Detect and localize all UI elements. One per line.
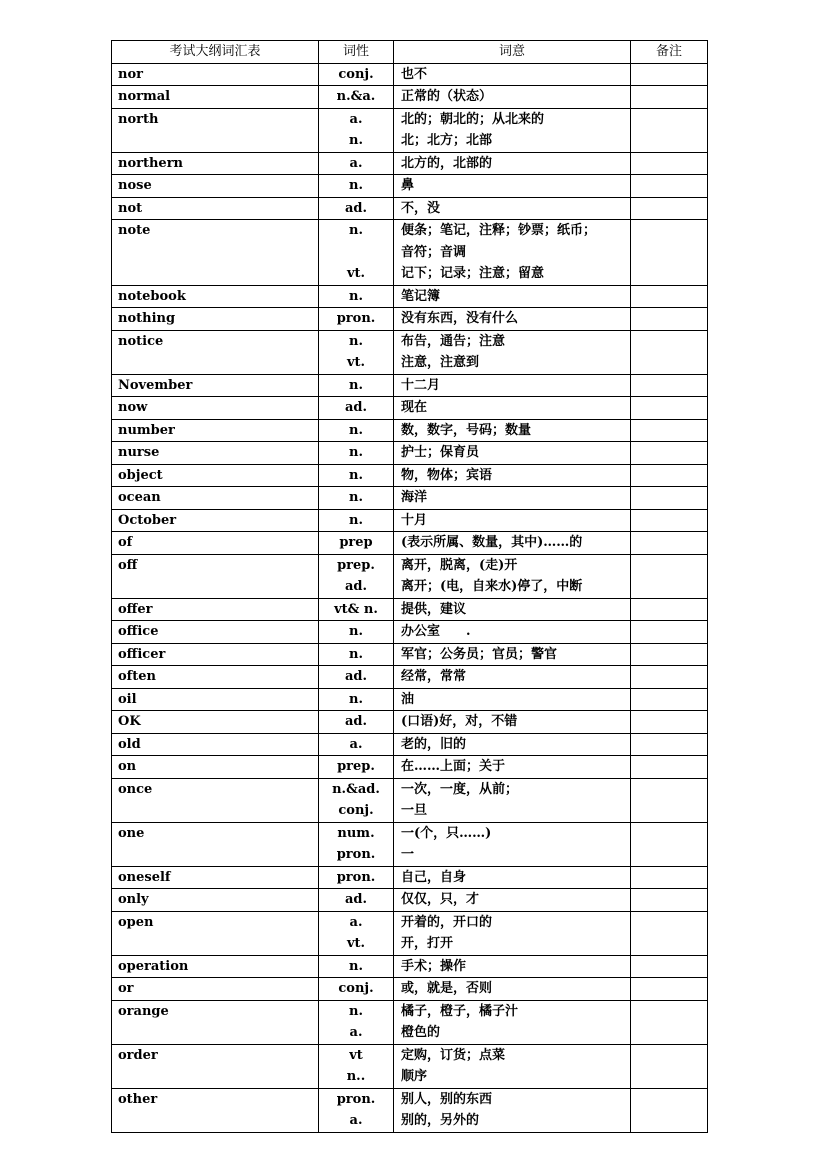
meaning-line: 海洋 — [401, 490, 428, 505]
table-row — [112, 152, 708, 175]
meaning-cell — [394, 285, 631, 308]
meaning-cell — [394, 889, 631, 912]
note-cell — [631, 86, 708, 109]
part-of-speech-cell — [319, 911, 394, 955]
meaning-line: 十月 — [401, 512, 428, 528]
word-cell: northern — [112, 152, 319, 175]
header-word: 考试大纲词汇表 — [112, 41, 319, 64]
meaning-cell — [394, 308, 631, 331]
part-of-speech-cell — [319, 442, 394, 465]
part-of-speech: n. — [349, 377, 363, 393]
word-cell: officer — [112, 643, 319, 666]
table-row — [112, 419, 708, 442]
part-of-speech-cell — [319, 108, 394, 152]
meaning-line: (口语)好，对，不错 — [401, 714, 518, 729]
note-cell — [631, 220, 708, 286]
note-cell — [631, 464, 708, 487]
meaning-line: 物，物体；宾语 — [401, 467, 493, 483]
part-of-speech: a. — [349, 111, 363, 127]
note-cell — [631, 330, 708, 374]
meaning-cell — [394, 197, 631, 220]
part-of-speech: n. — [349, 958, 363, 974]
table-row — [112, 666, 708, 689]
meaning-line: 北方的，北部的 — [401, 155, 493, 171]
part-of-speech: pron. — [336, 311, 376, 326]
part-of-speech: ad. — [344, 892, 368, 907]
part-of-speech: n. — [349, 133, 363, 148]
meaning-line: 经常，常常 — [401, 669, 467, 684]
part-of-speech: n.&ad. — [332, 781, 380, 797]
table-row — [112, 308, 708, 331]
word-cell: one — [112, 822, 319, 866]
part-of-speech — [319, 242, 393, 264]
meaning-line: 离开；(电，自来水)停了，中断 — [401, 579, 583, 594]
part-of-speech: n. — [349, 223, 363, 238]
table-row — [112, 487, 708, 510]
word-cell: notice — [112, 330, 319, 374]
table-row — [112, 621, 708, 644]
note-cell — [631, 778, 708, 822]
meaning-line: 笔记簿 — [401, 288, 441, 304]
meaning-cell — [394, 487, 631, 510]
part-of-speech-cell — [319, 756, 394, 779]
meaning-line: 音符；音调 — [401, 244, 467, 260]
meaning-cell — [394, 621, 631, 644]
meaning-cell — [394, 63, 631, 86]
meaning-cell — [394, 397, 631, 420]
note-cell — [631, 175, 708, 198]
word-cell: oil — [112, 688, 319, 711]
header-pos: 词性 — [319, 41, 394, 64]
meaning-line: 一旦 — [401, 803, 428, 818]
meaning-cell — [394, 955, 631, 978]
word-cell: old — [112, 733, 319, 756]
part-of-speech: ad. — [344, 714, 368, 729]
word-cell: orange — [112, 1000, 319, 1044]
part-of-speech-cell — [319, 464, 394, 487]
word-cell: oneself — [112, 866, 319, 889]
word-cell: order — [112, 1044, 319, 1088]
note-cell — [631, 643, 708, 666]
table-row — [112, 86, 708, 109]
part-of-speech-cell — [319, 688, 394, 711]
word-cell: or — [112, 978, 319, 1001]
table-row — [112, 643, 708, 666]
table-row — [112, 63, 708, 86]
note-cell — [631, 978, 708, 1001]
table-row — [112, 397, 708, 420]
part-of-speech: n. — [349, 333, 363, 349]
meaning-line: 记下；记录；注意；留意 — [401, 266, 545, 281]
note-cell — [631, 487, 708, 510]
part-of-speech-cell — [319, 666, 394, 689]
word-cell: not — [112, 197, 319, 220]
part-of-speech: conj. — [338, 66, 374, 82]
meaning-cell — [394, 1000, 631, 1044]
part-of-speech: vt. — [346, 936, 366, 951]
meaning-line: 没有东西，没有什么 — [401, 311, 519, 326]
meaning-line: 顺序 — [401, 1069, 428, 1084]
note-cell — [631, 419, 708, 442]
part-of-speech-cell — [319, 711, 394, 734]
word-cell: nurse — [112, 442, 319, 465]
table-row — [112, 756, 708, 779]
table-row — [112, 1000, 708, 1044]
meaning-line: 一次，一度，从前； — [401, 781, 519, 797]
part-of-speech: pron. — [336, 1091, 376, 1107]
part-of-speech: a. — [349, 736, 363, 752]
meaning-line: 一 — [401, 847, 415, 862]
note-cell — [631, 756, 708, 779]
note-cell — [631, 621, 708, 644]
part-of-speech: n. — [349, 646, 363, 662]
part-of-speech: prep — [339, 535, 373, 550]
header-note: 备注 — [631, 41, 708, 64]
note-cell — [631, 1044, 708, 1088]
meaning-line: 自己，自身 — [401, 869, 467, 885]
part-of-speech-cell — [319, 554, 394, 598]
meaning-line: 开着的，开口的 — [401, 914, 493, 930]
part-of-speech-cell — [319, 86, 394, 109]
word-cell: nor — [112, 63, 319, 86]
table-row — [112, 464, 708, 487]
table-row — [112, 554, 708, 598]
table-row — [112, 711, 708, 734]
meaning-line: 护士；保育员 — [401, 445, 480, 460]
meaning-line: 军官；公务员；官员；警官 — [401, 646, 558, 662]
part-of-speech: n. — [349, 422, 363, 438]
meaning-line: (表示所属、数量，其中)……的 — [401, 535, 583, 550]
word-cell: note — [112, 220, 319, 286]
part-of-speech: pron. — [336, 869, 376, 885]
meaning-line: 在……上面；关于 — [401, 759, 506, 774]
meaning-line: 提供，建议 — [401, 601, 467, 617]
word-cell: only — [112, 889, 319, 912]
part-of-speech-cell — [319, 733, 394, 756]
meaning-cell — [394, 374, 631, 397]
word-cell: once — [112, 778, 319, 822]
meaning-line: 老的，旧的 — [401, 736, 467, 752]
word-cell: object — [112, 464, 319, 487]
part-of-speech-cell — [319, 866, 394, 889]
word-cell: open — [112, 911, 319, 955]
part-of-speech: vt. — [346, 355, 366, 370]
part-of-speech-cell — [319, 509, 394, 532]
word-cell: operation — [112, 955, 319, 978]
word-cell: office — [112, 621, 319, 644]
meaning-line: 便条；笔记，注释；钞票；纸币； — [401, 223, 597, 238]
meaning-cell — [394, 442, 631, 465]
word-cell: often — [112, 666, 319, 689]
meaning-line: 十二月 — [401, 377, 441, 393]
word-cell: nose — [112, 175, 319, 198]
meaning-cell — [394, 220, 631, 286]
part-of-speech: ad. — [344, 200, 368, 216]
meaning-cell — [394, 822, 631, 866]
word-cell: ocean — [112, 487, 319, 510]
note-cell — [631, 374, 708, 397]
part-of-speech-cell — [319, 978, 394, 1001]
table-row — [112, 889, 708, 912]
table-row — [112, 197, 708, 220]
table-row — [112, 509, 708, 532]
note-cell — [631, 63, 708, 86]
part-of-speech-cell — [319, 778, 394, 822]
note-cell — [631, 285, 708, 308]
part-of-speech-cell — [319, 397, 394, 420]
note-cell — [631, 822, 708, 866]
meaning-cell — [394, 330, 631, 374]
meaning-line: 布告，通告；注意 — [401, 333, 506, 349]
part-of-speech: prep. — [337, 759, 375, 774]
part-of-speech-cell — [319, 220, 394, 286]
word-cell: now — [112, 397, 319, 420]
table-row — [112, 175, 708, 198]
part-of-speech-cell — [319, 419, 394, 442]
part-of-speech: a. — [349, 1113, 363, 1128]
part-of-speech: n.&a. — [336, 89, 376, 104]
part-of-speech: n. — [349, 1003, 363, 1019]
part-of-speech: ad. — [344, 669, 368, 684]
note-cell — [631, 955, 708, 978]
part-of-speech: n. — [349, 178, 363, 193]
part-of-speech-cell — [319, 822, 394, 866]
meaning-cell — [394, 1088, 631, 1132]
meaning-cell — [394, 733, 631, 756]
part-of-speech: n. — [349, 467, 363, 483]
part-of-speech-cell — [319, 1088, 394, 1132]
table-body — [112, 63, 708, 1132]
part-of-speech-cell — [319, 643, 394, 666]
meaning-cell — [394, 152, 631, 175]
table-row — [112, 733, 708, 756]
meaning-cell — [394, 598, 631, 621]
note-cell — [631, 532, 708, 555]
part-of-speech: prep. — [337, 557, 375, 573]
part-of-speech: n. — [349, 288, 363, 304]
note-cell — [631, 688, 708, 711]
meaning-cell — [394, 419, 631, 442]
meaning-line: 离开，脱离，(走)开 — [401, 557, 518, 573]
meaning-cell — [394, 532, 631, 555]
meaning-cell — [394, 86, 631, 109]
part-of-speech-cell — [319, 598, 394, 621]
part-of-speech-cell — [319, 374, 394, 397]
meaning-line: 注意，注意到 — [401, 355, 480, 370]
word-cell: of — [112, 532, 319, 555]
meaning-line: 或，就是，否则 — [401, 981, 493, 996]
table-row — [112, 285, 708, 308]
meaning-cell — [394, 175, 631, 198]
part-of-speech: vt — [349, 1047, 363, 1063]
part-of-speech: conj. — [338, 981, 374, 996]
note-cell — [631, 911, 708, 955]
table-row — [112, 822, 708, 866]
table-header-row — [112, 41, 708, 64]
word-cell: October — [112, 509, 319, 532]
meaning-line: 也不 — [401, 66, 428, 82]
word-cell: north — [112, 108, 319, 152]
meaning-cell — [394, 666, 631, 689]
part-of-speech: a. — [349, 1025, 363, 1040]
word-cell: nothing — [112, 308, 319, 331]
meaning-line: 北；北方；北部 — [401, 133, 493, 148]
word-cell: other — [112, 1088, 319, 1132]
meaning-cell — [394, 911, 631, 955]
part-of-speech-cell — [319, 1000, 394, 1044]
part-of-speech: ad. — [344, 400, 368, 415]
note-cell — [631, 733, 708, 756]
meaning-line: 正常的（状态） — [401, 89, 493, 104]
meaning-cell — [394, 778, 631, 822]
note-cell — [631, 554, 708, 598]
meaning-cell — [394, 464, 631, 487]
part-of-speech: a. — [349, 914, 363, 930]
header-meaning: 词意 — [394, 41, 631, 64]
table-row — [112, 911, 708, 955]
note-cell — [631, 308, 708, 331]
note-cell — [631, 152, 708, 175]
table-row — [112, 688, 708, 711]
meaning-cell — [394, 108, 631, 152]
part-of-speech-cell — [319, 63, 394, 86]
meaning-line: 橙色的 — [401, 1025, 441, 1040]
meaning-line: 北的；朝北的；从北来的 — [401, 111, 545, 127]
word-cell: off — [112, 554, 319, 598]
part-of-speech-cell — [319, 955, 394, 978]
part-of-speech-cell — [319, 152, 394, 175]
table-row — [112, 978, 708, 1001]
word-cell: number — [112, 419, 319, 442]
meaning-line: 别的，另外的 — [401, 1113, 480, 1128]
meaning-cell — [394, 756, 631, 779]
part-of-speech: ad. — [344, 579, 368, 594]
meaning-cell — [394, 866, 631, 889]
meaning-cell — [394, 554, 631, 598]
meaning-line: 开，打开 — [401, 936, 454, 951]
note-cell — [631, 889, 708, 912]
note-cell — [631, 598, 708, 621]
note-cell — [631, 442, 708, 465]
part-of-speech-cell — [319, 285, 394, 308]
meaning-cell — [394, 509, 631, 532]
meaning-line: 鼻 — [401, 178, 415, 193]
table-row — [112, 866, 708, 889]
meaning-cell — [394, 978, 631, 1001]
note-cell — [631, 666, 708, 689]
table-row — [112, 778, 708, 822]
part-of-speech: n.. — [346, 1069, 366, 1084]
meaning-line: 不，没 — [401, 200, 441, 216]
table-row — [112, 108, 708, 152]
part-of-speech-cell — [319, 1044, 394, 1088]
word-cell: OK — [112, 711, 319, 734]
meaning-cell — [394, 643, 631, 666]
note-cell — [631, 1000, 708, 1044]
note-cell — [631, 711, 708, 734]
word-cell: notebook — [112, 285, 319, 308]
part-of-speech-cell — [319, 308, 394, 331]
meaning-line: 仅仅，只，才 — [401, 892, 480, 907]
table-row — [112, 1088, 708, 1132]
meaning-line: 手术；操作 — [401, 958, 467, 974]
meaning-line: 定购，订货；点菜 — [401, 1047, 506, 1063]
part-of-speech: pron. — [336, 847, 376, 862]
note-cell — [631, 197, 708, 220]
part-of-speech: conj. — [338, 803, 374, 818]
note-cell — [631, 1088, 708, 1132]
meaning-line: 油 — [401, 691, 415, 707]
meaning-line: 一(个，只……) — [401, 825, 492, 841]
part-of-speech: n. — [349, 691, 363, 707]
meaning-line: 现在 — [401, 400, 428, 415]
part-of-speech-cell — [319, 330, 394, 374]
table-row — [112, 442, 708, 465]
part-of-speech: vt& n. — [334, 601, 378, 617]
word-cell: November — [112, 374, 319, 397]
word-cell: offer — [112, 598, 319, 621]
part-of-speech: n. — [349, 624, 363, 639]
table-row — [112, 598, 708, 621]
meaning-line: 橘子，橙子，橘子汁 — [401, 1003, 519, 1019]
table-row — [112, 1044, 708, 1088]
meaning-line: 办公室 . — [401, 624, 471, 639]
part-of-speech: n. — [349, 490, 363, 505]
meaning-line: 别人，别的东西 — [401, 1091, 493, 1107]
meaning-cell — [394, 711, 631, 734]
part-of-speech: a. — [349, 155, 363, 171]
meaning-line: 数，数字，号码；数量 — [401, 422, 532, 438]
note-cell — [631, 866, 708, 889]
meaning-cell — [394, 688, 631, 711]
note-cell — [631, 397, 708, 420]
word-cell: on — [112, 756, 319, 779]
part-of-speech-cell — [319, 175, 394, 198]
part-of-speech-cell — [319, 487, 394, 510]
table-row — [112, 220, 708, 286]
part-of-speech: n. — [349, 512, 363, 528]
table-row — [112, 532, 708, 555]
part-of-speech: n. — [349, 445, 363, 460]
note-cell — [631, 108, 708, 152]
part-of-speech-cell — [319, 532, 394, 555]
part-of-speech: vt. — [346, 266, 366, 281]
table-row — [112, 330, 708, 374]
part-of-speech-cell — [319, 621, 394, 644]
note-cell — [631, 509, 708, 532]
part-of-speech-cell — [319, 889, 394, 912]
vocabulary-table — [111, 40, 708, 1133]
table-row — [112, 374, 708, 397]
part-of-speech: num. — [337, 825, 375, 841]
part-of-speech-cell — [319, 197, 394, 220]
word-cell: normal — [112, 86, 319, 109]
table-row — [112, 955, 708, 978]
meaning-cell — [394, 1044, 631, 1088]
